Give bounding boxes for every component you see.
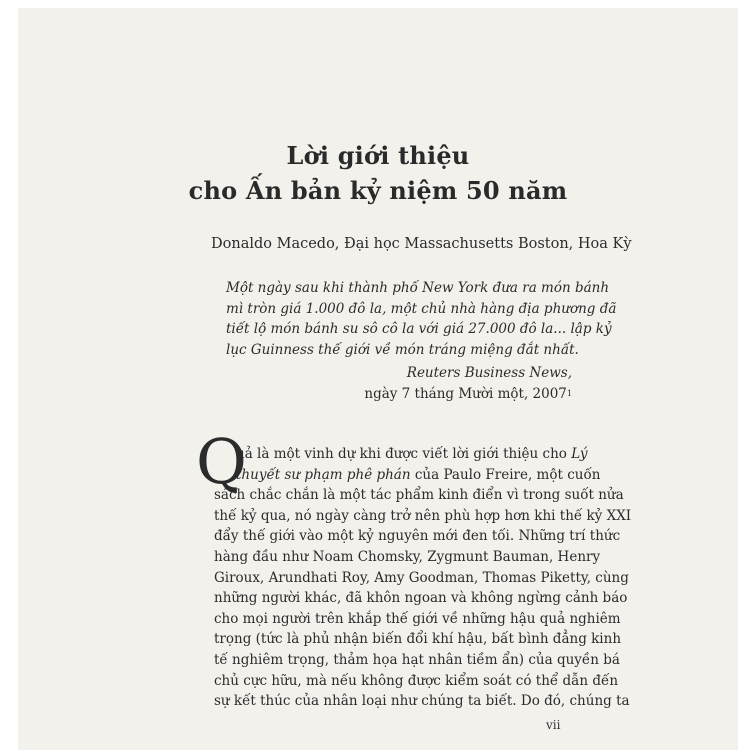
- epigraph-line: lục Guinness thế giới về món tráng miệng đắt nhất.: [226, 341, 579, 358]
- book-page: [18, 8, 738, 750]
- chapter-title-line-2: cho Ấn bản kỷ niệm 50 năm: [188, 176, 568, 205]
- body-line: tế nghiêm trọng, thảm họa hạt nhân tiềm ẩn) của quyền bá: [214, 651, 620, 668]
- chapter-title-line-1: Lời giới thiệu: [286, 141, 470, 170]
- body-line: cho mọi người trên khắp thế giới về những hậu quả nghiêm: [214, 610, 621, 627]
- author-byline: Donaldo Macedo, Đại học Massachusetts Boston, Hoa Kỳ: [211, 236, 632, 252]
- body-line: hàng đầu như Noam Chomsky, Zygmunt Bauman, Henry: [214, 548, 601, 565]
- body-line: [214, 465, 601, 486]
- epigraph-date: ngày 7 tháng Mười một, 2007: [364, 385, 567, 402]
- epigraph-line: tiết lộ món bánh su sô cô la với giá 27.000 đô la... lập kỷ: [226, 321, 612, 337]
- footnote-marker: 1: [566, 388, 572, 398]
- body-line: trọng (tức là phủ nhận biến đổi khí hậu, bất bình đẳng kinh: [214, 631, 622, 648]
- book-title-italic: Lý: [571, 446, 588, 462]
- body-line: Giroux, Arundhati Roy, Amy Goodman, Thomas Piketty, cùng: [214, 569, 629, 586]
- epigraph-date-line: [226, 384, 572, 405]
- body-line: những người khác, đã khôn ngoan và không ngừng cảnh báo: [214, 590, 628, 607]
- body-line: [214, 444, 588, 465]
- page-number: vii: [546, 718, 561, 732]
- epigraph-line: Một ngày sau khi thành phố New York đưa ra món bánh: [226, 280, 610, 296]
- book-title-italic: thuyết sư phạm phê phán: [236, 466, 411, 483]
- body-line: thế kỷ qua, nó ngày càng trở nên phù hợp hơn khi thế kỷ XXI: [214, 507, 632, 524]
- body-line: chủ cực hữu, mà nếu không được kiểm soát có thể dẫn đến: [214, 672, 619, 689]
- epigraph: [226, 278, 617, 404]
- body-line: đẩy thế giới vào một kỷ nguyên mới đen tối. Những trí thức: [214, 528, 621, 545]
- body-line-text: uả là một vinh dự khi được viết lời giới thiệu cho: [236, 446, 572, 462]
- body-line: sách chắc chắn là một tác phẩm kinh điển vì trong suốt nửa: [214, 487, 624, 504]
- epigraph-line: mì tròn giá 1.000 đô la, một chủ nhà hàng địa phương đã: [226, 300, 617, 317]
- body-line: sự kết thúc của nhân loại như chúng ta biết. Do đó, chúng ta: [214, 693, 630, 710]
- epigraph-source: Reuters Business News,: [406, 365, 572, 381]
- body-line-text: của Paulo Freire, một cuốn: [410, 466, 601, 483]
- body-paragraph: [214, 444, 632, 712]
- drop-cap: Q: [196, 425, 247, 498]
